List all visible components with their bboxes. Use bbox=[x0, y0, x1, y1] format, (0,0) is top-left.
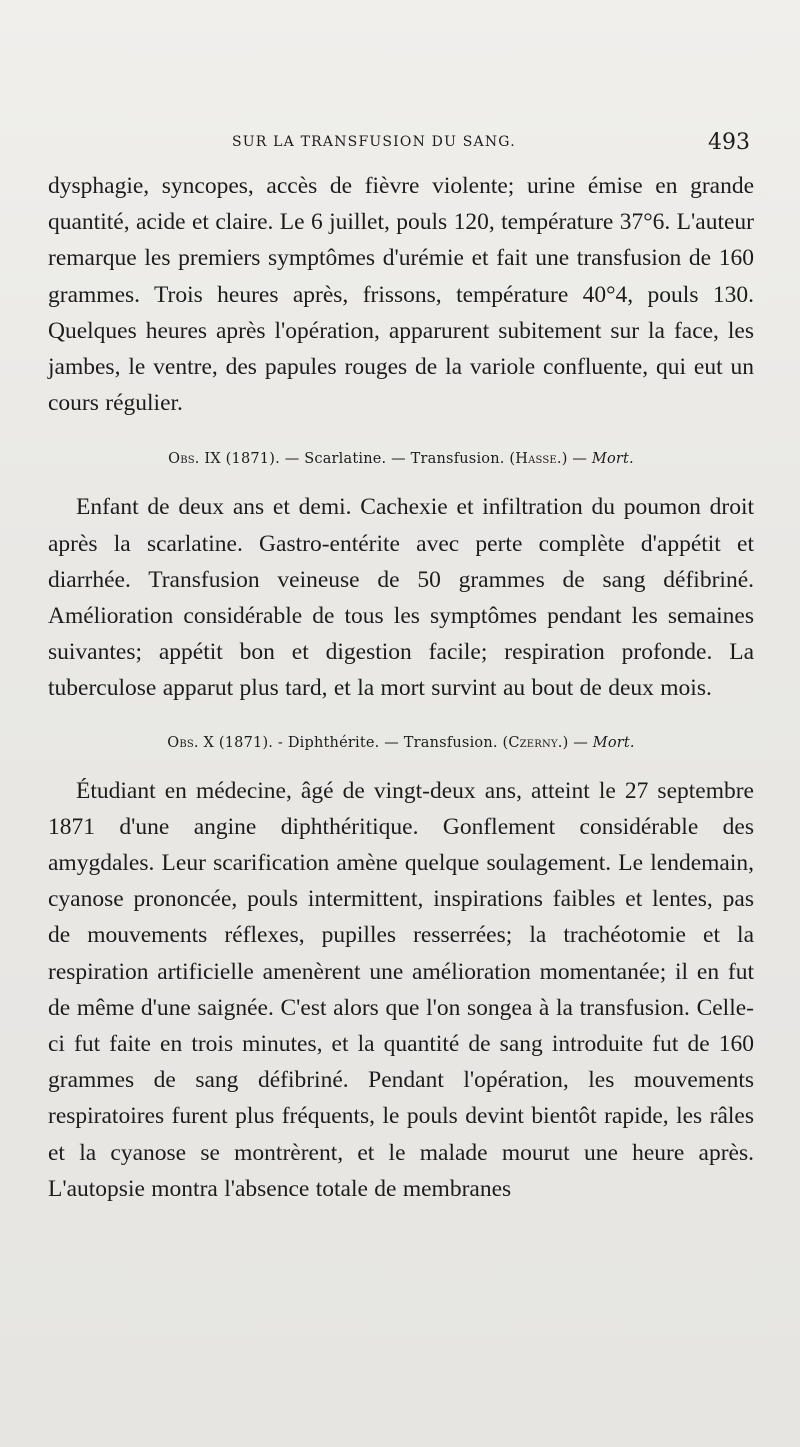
observation-author: (Czerny.) bbox=[497, 734, 569, 751]
observation-disease: Diphthérite. bbox=[287, 734, 380, 751]
observation-procedure: Transfusion. bbox=[403, 734, 498, 751]
observation-heading-9 bbox=[48, 441, 754, 477]
page-number: 493 bbox=[708, 130, 750, 155]
observation-label: Obs. IX (1871). bbox=[168, 451, 280, 468]
separator: — bbox=[279, 451, 305, 468]
running-title: SUR LA TRANSFUSION DU SANG. bbox=[232, 134, 516, 150]
observation-author: (Hasse.) bbox=[504, 451, 568, 468]
observation-procedure: Transfusion. bbox=[410, 451, 505, 468]
separator: — bbox=[567, 451, 592, 468]
observation-heading-10 bbox=[48, 725, 754, 761]
observation-outcome: Mort. bbox=[591, 451, 634, 468]
observation-label: Obs. X (1871). bbox=[167, 734, 274, 751]
separator: — bbox=[379, 734, 404, 751]
paragraph-observation-10: Étudiant en médecine, âgé de vingt-deux ans, atteint le 27 septembre 1871 d'une angine diphthéritique. Gonflement considérable des amygdales. Leur scarification amène quelque soulagement. Le lendemain, cyanose prononcée, pouls intermittent, inspirations faibles et lentes, pas de mouvements réflexes, pupilles resserrées; la trachéotomie et la respiration artificielle amenèrent une amélioration momentanée; il en fut de même d'une saignée. C'est alors que l'on songea à la transfusion. Celle-ci fut faite en trois minutes, et la quantité de sang introduite fut de 160 grammes de sang défibriné. Pendant l'opération, les mouvements respiratoires furent plus fréquents, le pouls devint bientôt rapide, les râles et la cyanose se montrèrent, et le malade mourut une heure après. L'autopsie montra l'absence totale de membranes bbox=[48, 777, 754, 1202]
separator: — bbox=[568, 734, 593, 751]
observation-disease: Scarlatine. bbox=[304, 451, 387, 468]
book-page bbox=[48, 128, 754, 1207]
separator: - bbox=[273, 734, 288, 751]
running-header bbox=[48, 128, 754, 168]
separator: — bbox=[386, 451, 411, 468]
observation-outcome: Mort. bbox=[592, 734, 635, 751]
paragraph-observation-9: Enfant de deux ans et demi. Cachexie et infiltration du poumon droit après la scarlatine. Gastro-entérite avec perte complète d'appétit et diarrhée. Transfusion veineuse de 50 grammes de sang défibriné. Amélioration considérable de tous les symptômes pendant les semaines suivantes; appétit bon et digestion facile; respiration profonde. La tuberculose apparut plus tard, et la mort survint au bout de deux mois. bbox=[48, 494, 754, 702]
paragraph-continuation: dysphagie, syncopes, accès de fièvre violente; urine émise en grande quantité, acide et claire. Le 6 juillet, pouls 120, température 37°6. L'auteur remarque les premiers symptômes d'urémie et fait une transfusion de 160 grammes. Trois heures après, frissons, température 40°4, pouls 130. Quelques heures après l'opération, apparurent subitement sur la face, les jambes, le ventre, des papules rouges de la variole confluente, qui eut un cours régulier. bbox=[48, 173, 754, 417]
